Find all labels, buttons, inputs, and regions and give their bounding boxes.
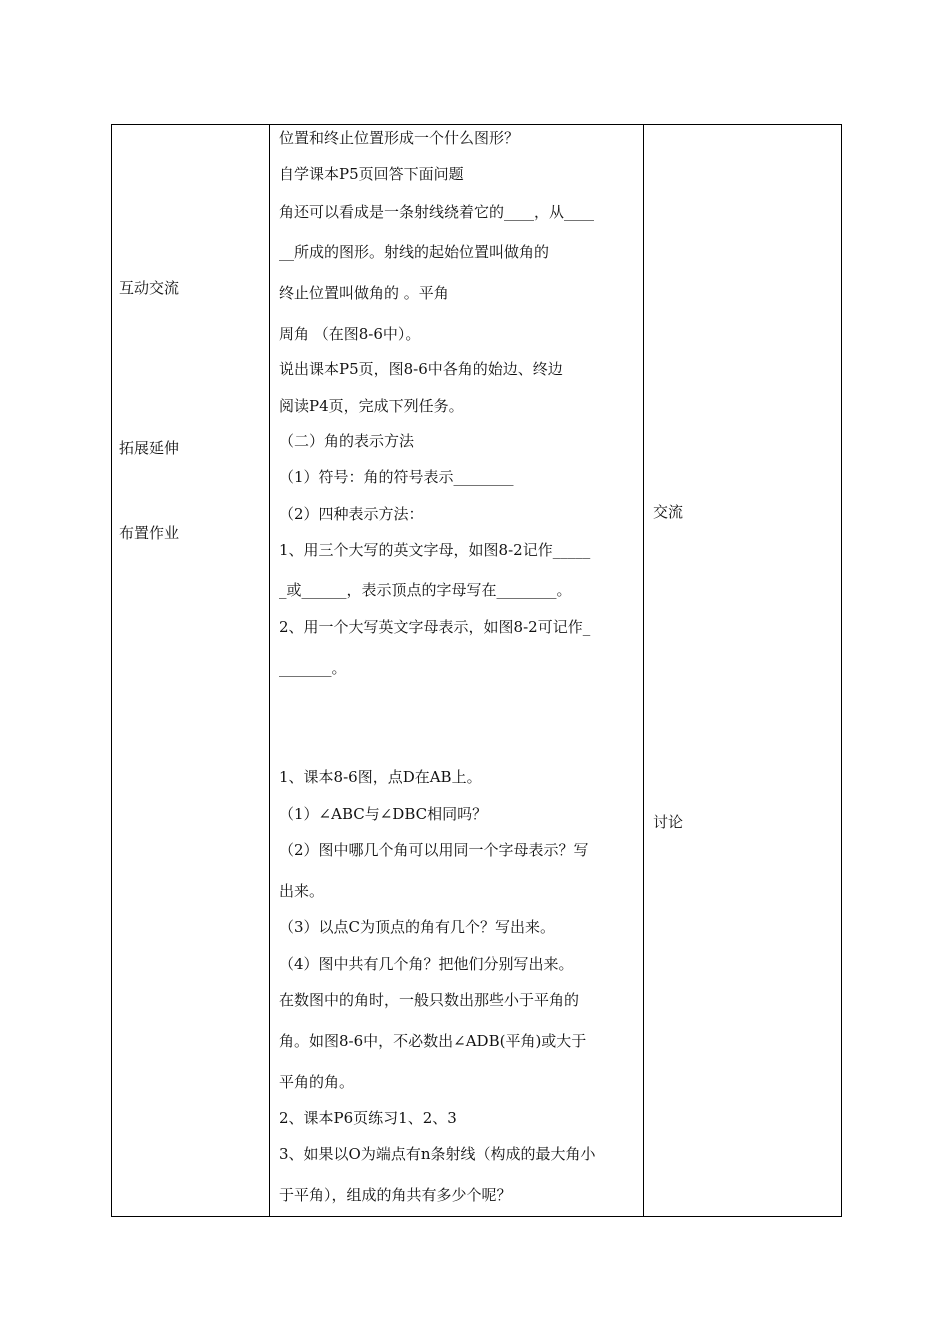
content-line: 3、如果以O为端点有n条射线（构成的最大角小	[279, 1145, 596, 1163]
content-line: （4）图中共有几个角？把他们分别写出来。	[279, 955, 574, 973]
lesson-table	[111, 124, 842, 1217]
content-line: 自学课本P5页回答下面问题	[279, 165, 464, 183]
content-line: 1、课本8-6图，点D在AB上。	[279, 768, 482, 786]
label-discuss: 讨论	[653, 813, 684, 831]
content-line: 说出课本P5页，图8-6中各角的始边、终边	[279, 360, 563, 378]
content-line: 2、用一个大写英文字母表示，如图8-2可记作_	[279, 618, 591, 636]
content-line: 周角 （在图8-6中）。	[279, 325, 421, 343]
content-line: 阅读P4页，完成下列任务。	[279, 397, 464, 415]
content-line: 角。如图8-6中，不必数出∠ADB(平角)或大于	[279, 1032, 587, 1050]
content-line: __所成的图形。射线的起始位置叫做角的	[279, 243, 550, 261]
label-extension: 拓展延伸	[119, 439, 180, 457]
content-line: （1）∠ABC与∠DBC相同吗？	[279, 805, 488, 823]
column-divider-right	[643, 124, 644, 1217]
content-line: _或______，表示顶点的字母写在________。	[279, 581, 572, 599]
label-homework: 布置作业	[119, 524, 180, 542]
content-line: （2）图中哪几个角可以用同一个字母表示？写	[279, 841, 589, 859]
content-line: 1、用三个大写的英文字母，如图8-2记作_____	[279, 541, 591, 559]
content-line: 2、课本P6页练习1、2、3	[279, 1109, 457, 1127]
content-line: 出来。	[279, 882, 325, 900]
content-line: 位置和终止位置形成一个什么图形？	[279, 129, 520, 147]
content-line: （2）四种表示方法：	[279, 505, 424, 523]
column-divider-left	[269, 124, 270, 1217]
content-line: （1）符号：角的符号表示________	[279, 468, 514, 486]
content-line: 终止位置叫做角的 。平角	[279, 284, 449, 302]
label-interaction: 互动交流	[119, 279, 180, 297]
content-line: （二）角的表示方法	[279, 432, 415, 450]
content-line: 在数图中的角时，一般只数出那些小于平角的	[279, 991, 580, 1009]
content-line: 平角的角。	[279, 1073, 355, 1091]
content-line: 角还可以看成是一条射线绕着它的____，从____	[279, 203, 595, 221]
content-line: 于平角），组成的角共有多少个呢？	[279, 1186, 512, 1204]
label-exchange: 交流	[653, 503, 684, 521]
content-line: _______。	[279, 659, 347, 677]
content-line: （3）以点C为顶点的角有几个？写出来。	[279, 918, 556, 936]
